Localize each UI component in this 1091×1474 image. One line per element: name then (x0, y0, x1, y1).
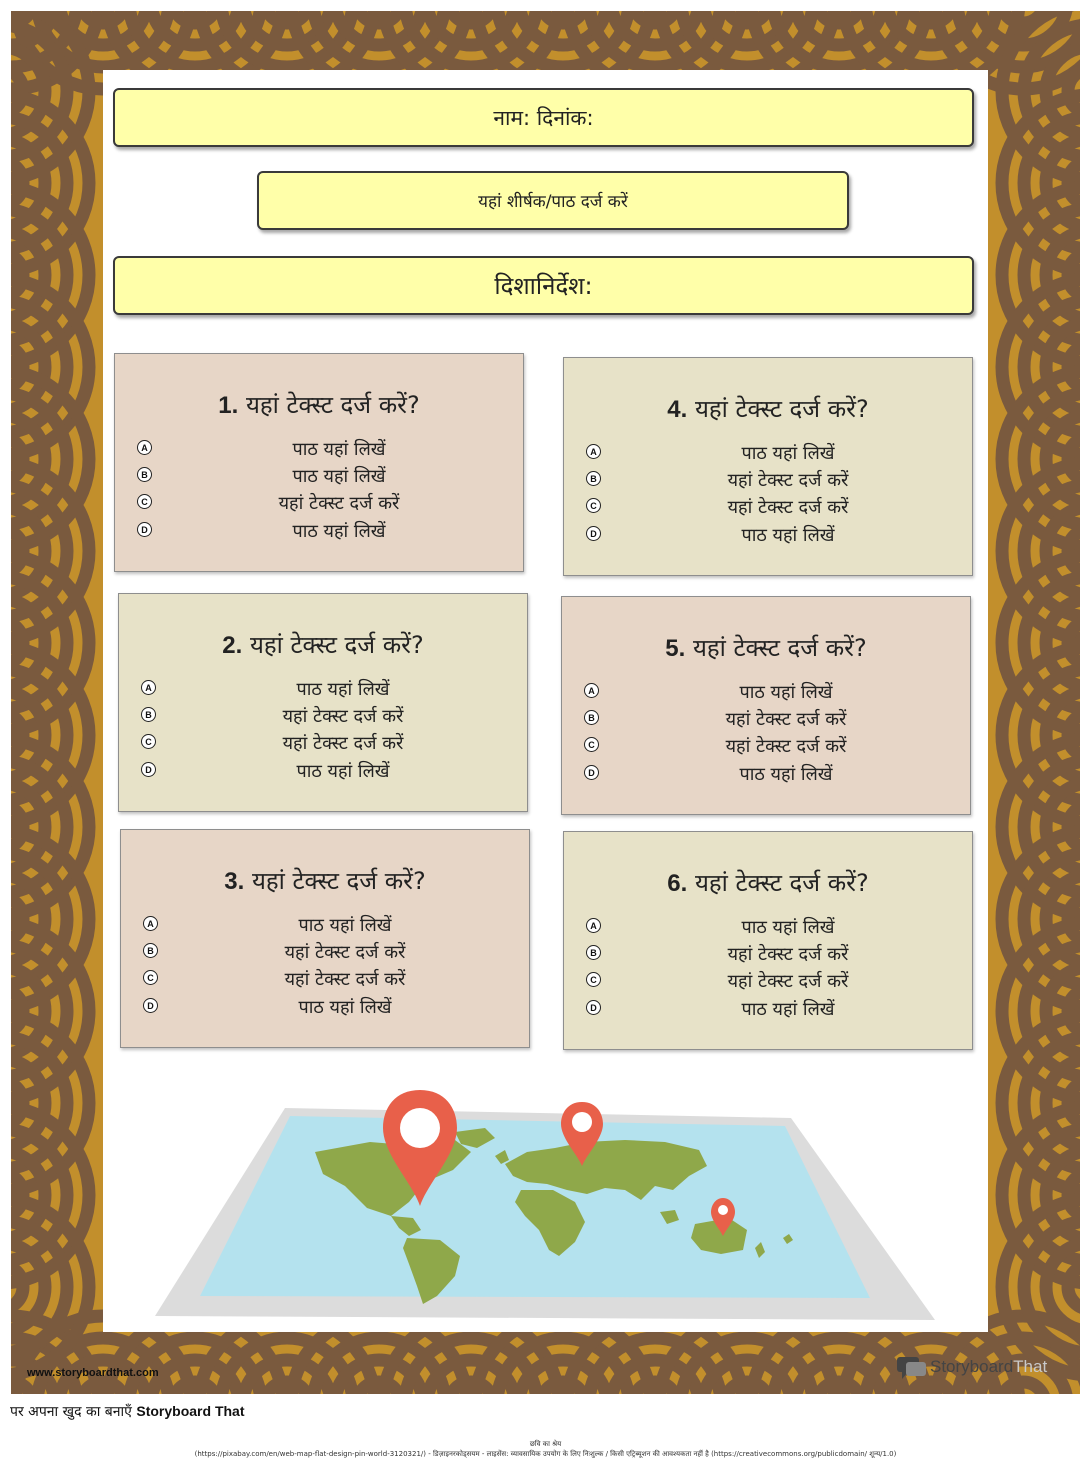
question-card-4[interactable] (563, 357, 973, 576)
option-d[interactable] (141, 759, 505, 785)
question-card-2[interactable] (118, 593, 528, 812)
storyboardthat-logo[interactable] (896, 1355, 1066, 1383)
option-text: पाठ यहां लिखें (292, 466, 386, 487)
question-card-3[interactable] (120, 829, 530, 1048)
option-text: पाठ यहां लिखें (741, 917, 835, 938)
option-letter-icon: A (143, 916, 158, 931)
option-a[interactable] (137, 437, 501, 463)
option-a[interactable] (586, 441, 950, 467)
option-c[interactable] (586, 495, 950, 521)
option-d[interactable] (584, 762, 948, 788)
option-d[interactable] (137, 519, 501, 545)
option-letter-icon: D (143, 998, 158, 1013)
option-c[interactable] (586, 969, 950, 995)
option-text: यहां टेक्स्ट दर्ज करें (725, 709, 847, 730)
option-d[interactable] (586, 997, 950, 1023)
option-text: पाठ यहां लिखें (298, 997, 392, 1018)
option-c[interactable] (137, 491, 501, 517)
option-text: यहां टेक्स्ट दर्ज करें (725, 736, 847, 757)
question-card-6[interactable] (563, 831, 973, 1050)
option-text: पाठ यहां लिखें (296, 761, 390, 782)
option-letter-icon: B (137, 467, 152, 482)
option-letter-icon: D (137, 522, 152, 537)
logo-text: StoryboardThat (930, 1357, 1048, 1376)
option-text: यहां टेक्स्ट दर्ज करें (282, 706, 404, 727)
title-placeholder: यहां शीर्षक/पाठ दर्ज करें (478, 192, 628, 212)
option-a[interactable] (143, 913, 507, 939)
option-letter-icon: D (584, 765, 599, 780)
option-text: यहां टेक्स्ट दर्ज करें (727, 470, 849, 491)
question-title: 3. यहां टेक्स्ट दर्ज करें? (224, 867, 426, 895)
option-text: पाठ यहां लिखें (739, 682, 833, 703)
name-date-label: नाम: दिनांक: (493, 105, 594, 130)
question-card-1[interactable] (114, 353, 524, 572)
option-text: पाठ यहां लिखें (741, 999, 835, 1020)
title-bar[interactable] (257, 171, 849, 230)
option-letter-icon: C (586, 972, 601, 987)
option-text: यहां टेक्स्ट दर्ज करें (282, 733, 404, 754)
option-b[interactable] (143, 940, 507, 966)
option-a[interactable] (586, 915, 950, 941)
option-letter-icon: C (586, 498, 601, 513)
option-c[interactable] (584, 734, 948, 760)
option-a[interactable] (584, 680, 948, 706)
footer-create-your-own[interactable]: पर अपना खुद का बनाएँ Storyboard That (10, 1403, 245, 1420)
option-letter-icon: A (586, 444, 601, 459)
option-text: यहां टेक्स्ट दर्ज करें (284, 942, 406, 963)
option-letter-icon: C (141, 734, 156, 749)
option-text: यहां टेक्स्ट दर्ज करें (278, 493, 400, 514)
option-text: पाठ यहां लिखें (298, 915, 392, 936)
option-letter-icon: D (586, 526, 601, 541)
option-b[interactable] (586, 468, 950, 494)
option-letter-icon: A (137, 440, 152, 455)
image-credit-text: (https://pixabay.com/en/web-map-flat-design-pin-world-3120321/) - डिज़ाइनरकोड्सयम - लाइसेंस: व्यावसायिक उपयोग के लिए निःशुल्क / किसी एट्रिब्यूशन की आवश्यकता नहीं है (https://creativecommons.org/publicdomain/ शून्य/1.0) (194, 1450, 897, 1458)
option-letter-icon: A (584, 683, 599, 698)
option-text: पाठ यहां लिखें (292, 439, 386, 460)
option-letter-icon: B (586, 471, 601, 486)
site-url[interactable]: www.storyboardthat.com (27, 1367, 159, 1379)
image-credit-title: छवि का श्रेय (529, 1440, 562, 1448)
option-letter-icon: C (137, 494, 152, 509)
option-text: पाठ यहां लिखें (292, 521, 386, 542)
option-text: यहां टेक्स्ट दर्ज करें (727, 497, 849, 518)
option-text: पाठ यहां लिखें (296, 679, 390, 700)
option-c[interactable] (141, 731, 505, 757)
option-letter-icon: B (141, 707, 156, 722)
option-text: पाठ यहां लिखें (739, 764, 833, 785)
option-letter-icon: C (584, 737, 599, 752)
option-text: यहां टेक्स्ट दर्ज करें (727, 971, 849, 992)
option-text: यहां टेक्स्ट दर्ज करें (727, 944, 849, 965)
directions-bar[interactable] (113, 256, 974, 315)
question-title: 4. यहां टेक्स्ट दर्ज करें? (667, 395, 869, 423)
option-letter-icon: D (141, 762, 156, 777)
option-text: पाठ यहां लिखें (741, 525, 835, 546)
name-date-bar[interactable] (113, 88, 974, 147)
question-card-5[interactable] (561, 596, 971, 815)
world-map-illustration (155, 1090, 935, 1330)
option-b[interactable] (137, 464, 501, 490)
option-c[interactable] (143, 967, 507, 993)
option-letter-icon: B (143, 943, 158, 958)
question-title: 5. यहां टेक्स्ट दर्ज करें? (665, 634, 867, 662)
option-b[interactable] (584, 707, 948, 733)
option-letter-icon: A (141, 680, 156, 695)
option-letter-icon: C (143, 970, 158, 985)
question-title: 1. यहां टेक्स्ट दर्ज करें? (218, 391, 420, 419)
question-title: 6. यहां टेक्स्ट दर्ज करें? (667, 869, 869, 897)
option-text: पाठ यहां लिखें (741, 443, 835, 464)
option-letter-icon: B (586, 945, 601, 960)
option-b[interactable] (141, 704, 505, 730)
option-d[interactable] (586, 523, 950, 549)
option-letter-icon: D (586, 1000, 601, 1015)
option-a[interactable] (141, 677, 505, 703)
speech-bubble-icon (896, 1355, 928, 1381)
question-title: 2. यहां टेक्स्ट दर्ज करें? (222, 631, 424, 659)
option-letter-icon: A (586, 918, 601, 933)
world-map-icon (155, 1090, 935, 1330)
option-d[interactable] (143, 995, 507, 1021)
option-text: यहां टेक्स्ट दर्ज करें (284, 969, 406, 990)
option-b[interactable] (586, 942, 950, 968)
directions-label: दिशानिर्देश: (494, 272, 593, 300)
option-letter-icon: B (584, 710, 599, 725)
